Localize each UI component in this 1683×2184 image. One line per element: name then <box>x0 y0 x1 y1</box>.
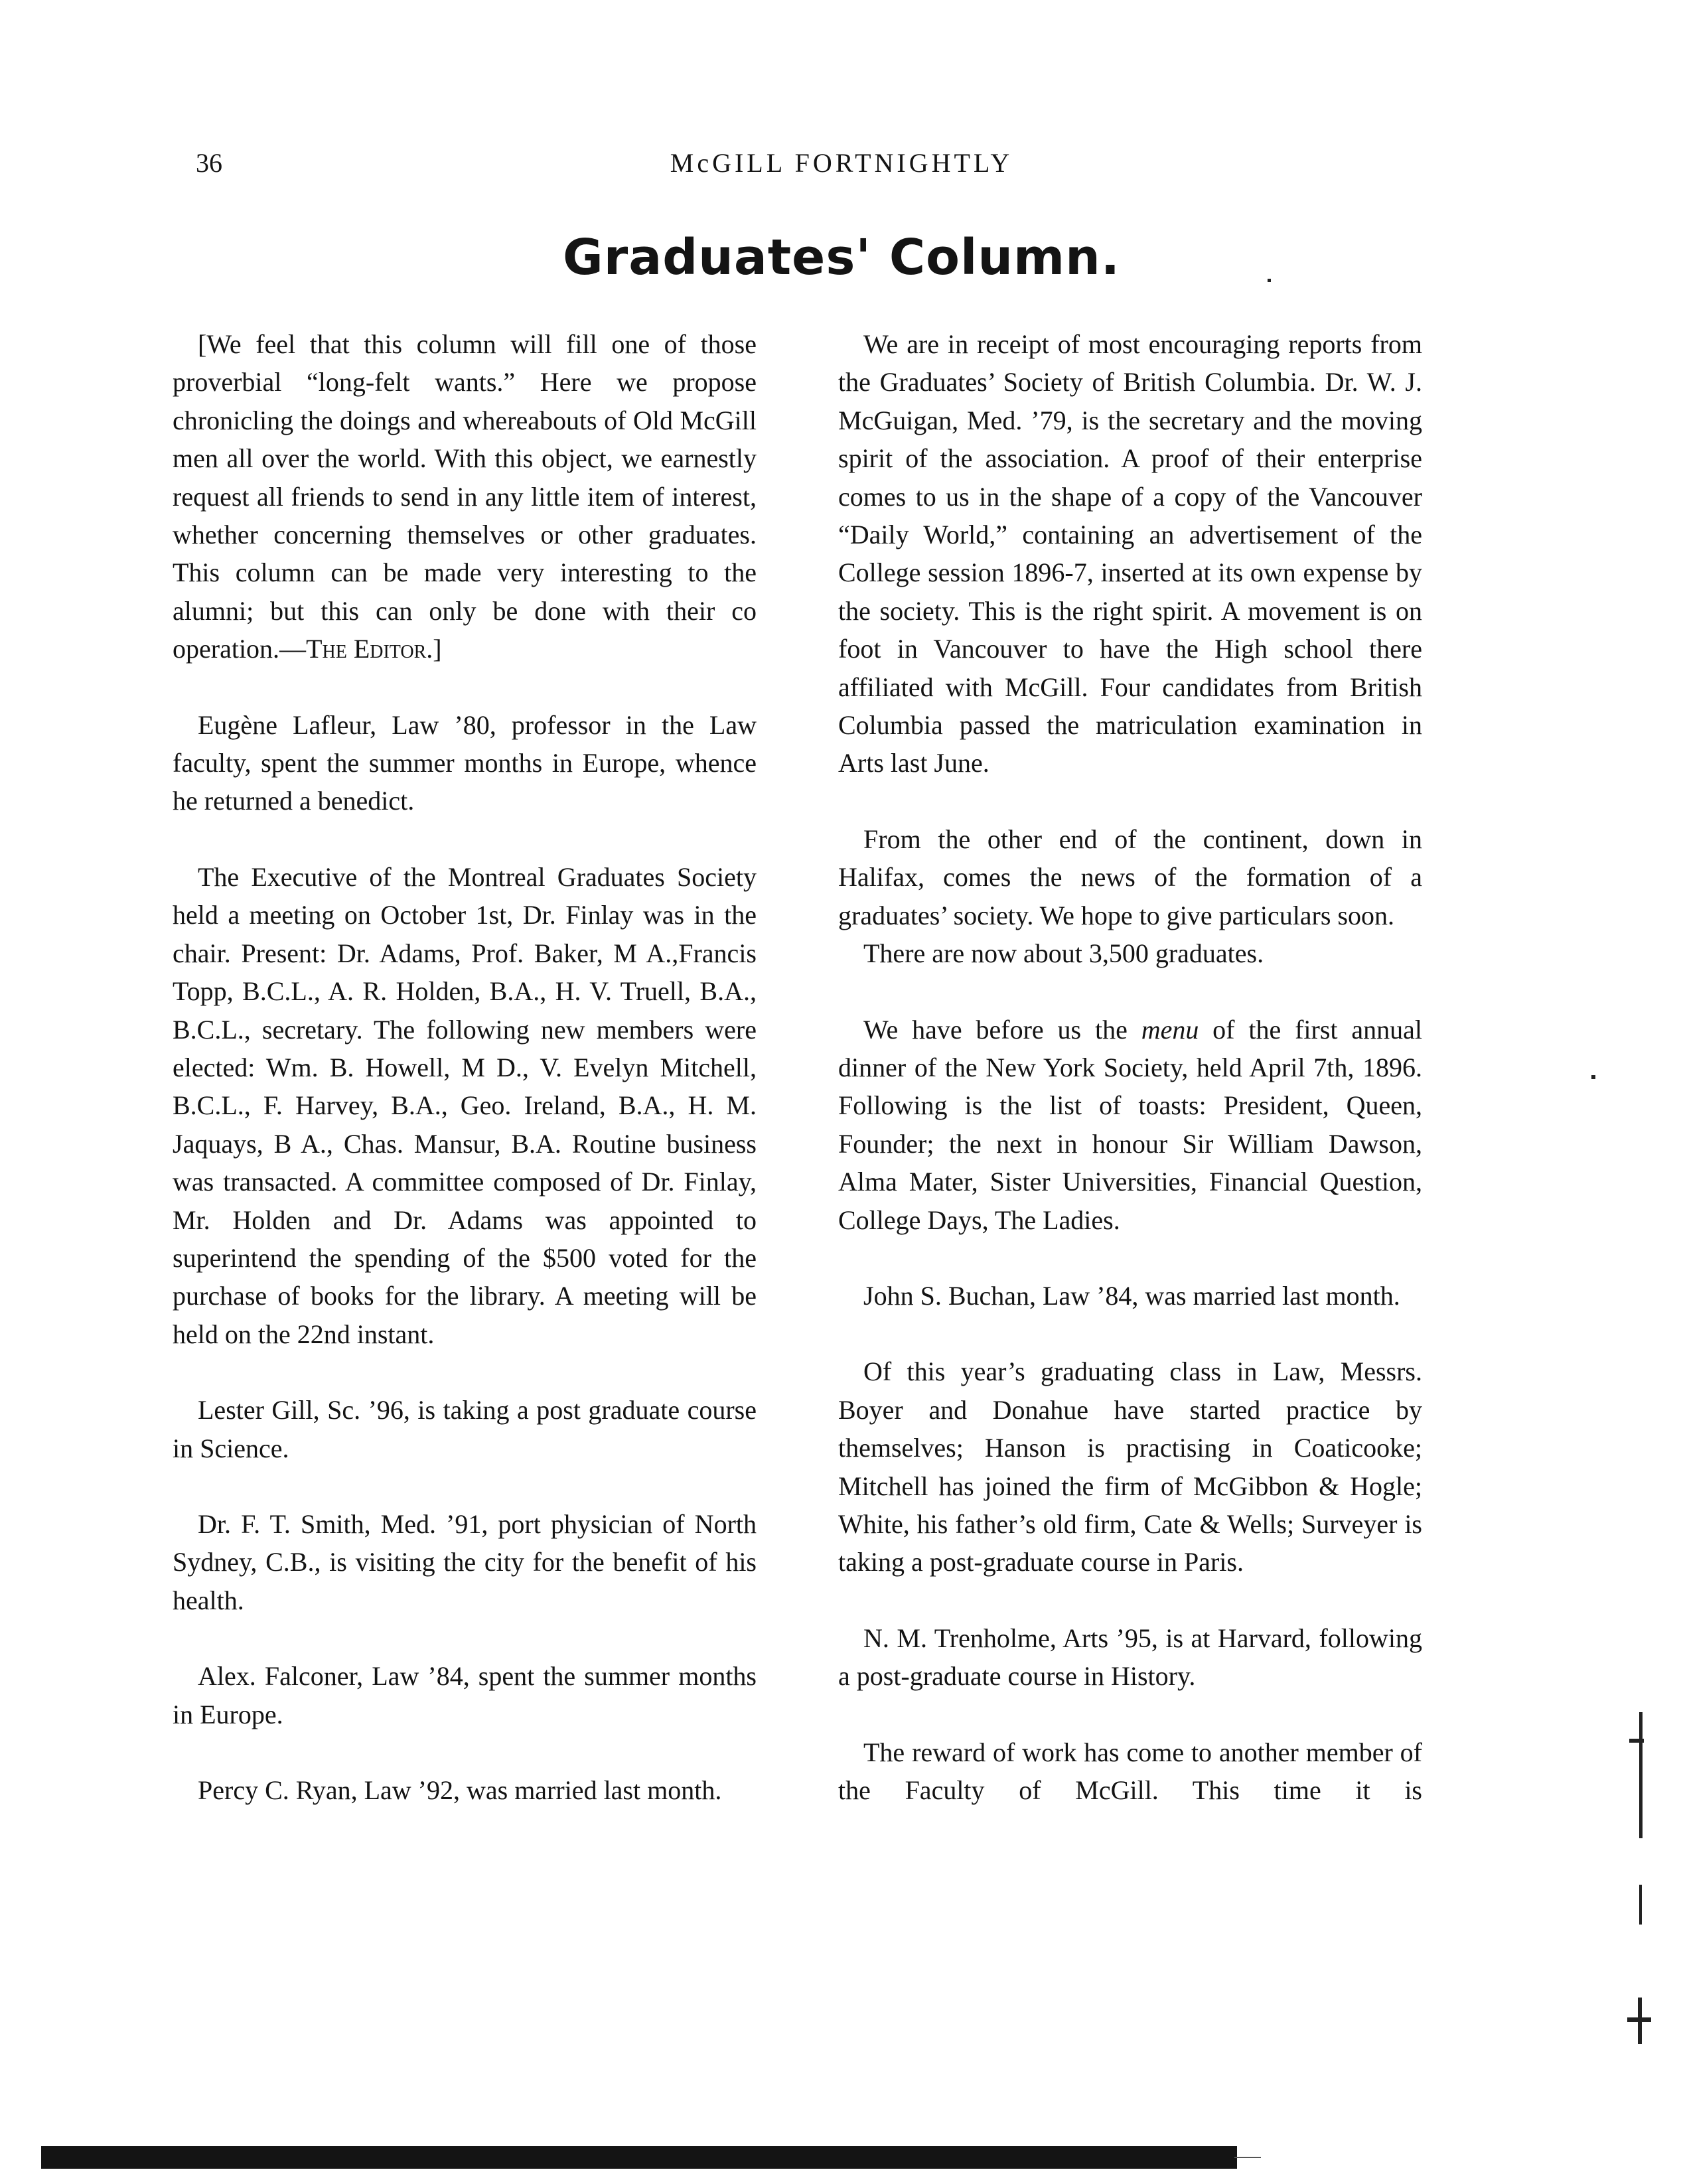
scan-bottom-bar <box>41 2146 1237 2169</box>
news-paragraph: Percy C. Ryan, Law ’92, was married last month. <box>198 1775 722 1805</box>
scan-speck <box>1268 279 1271 282</box>
scan-margin-mark <box>1627 2017 1651 2022</box>
paragraph-text: We have before us the <box>863 1014 1141 1045</box>
scan-margin-mark <box>1639 1712 1643 1838</box>
news-paragraph: There are now about 3,500 graduates. <box>863 938 1264 969</box>
page-number: 36 <box>196 148 222 178</box>
editor-note-paragraph <box>173 325 757 668</box>
paragraph-text: of the first annual dinner of the New York Society, held April 7th, 1896. Following is the list of toasts: President, Queen, Founder; the next in honour Sir William Dawson, Alma Mater, Sister Universities, Financial Question, College Days, The Ladies. <box>838 1014 1422 1235</box>
page-title: Graduates' Column. <box>563 229 1120 286</box>
running-head: McGILL FORTNIGHTLY <box>670 148 1013 178</box>
right-column <box>838 325 1422 1809</box>
news-paragraph: N. M. Trenholme, Arts ’95, is at Harvard, following a post-graduate course in History. <box>838 1623 1422 1692</box>
left-column <box>173 325 757 1809</box>
news-paragraph <box>838 1011 1422 1239</box>
news-paragraph: John S. Buchan, Law ’84, was married last month. <box>863 1280 1400 1311</box>
news-paragraph: The Executive of the Montreal Graduates Society held a meeting on October 1st, Dr. Finlay was in the chair. Present: Dr. Adams, Prof. Baker, M A.,Francis Topp, B.C.L., A. R. Holden, B.A., H. V. Truell, B.A., B.C.L., secretary. The following new members were elected: Wm. B. Howell, M D., V. Evelyn Mitchell, B.C.L., F. Harvey, B.A., Geo. Ireland, B.A., H. M. Jaquays, B A., Chas. Mansur, B.A. Routine business was transacted. A committee composed of Dr. Finlay, Mr. Holden and Dr. Adams was appointed to superintend the spending of the $500 voted for the purchase of books for the library. A meeting will be held on the 22nd instant. <box>173 861 757 1349</box>
scan-speck <box>1591 1075 1595 1079</box>
news-paragraph: Dr. F. T. Smith, Med. ’91, port physician of North Sydney, C.B., is visiting the city for the benefit of his health. <box>173 1508 757 1615</box>
paragraph-text: [We feel that this column will fill one of those proverbial “long-felt wants.” Here we propose chronicling the doings and whereabouts of Old McGill men all over the world. With this object, we earnestly request all friends to send in any little item of interest, whether concerning themselves or other graduates. This column can be made very interesting to the alumni; but this can only be done with their co operation.— <box>173 329 757 664</box>
editor-signature: The Editor.] <box>306 634 442 664</box>
news-paragraph: Alex. Falconer, Law ’84, spent the summer months in Europe. <box>173 1661 757 1729</box>
news-paragraph-continued: The reward of work has come to another member of the Faculty of McGill. This time it is <box>838 1737 1422 1805</box>
news-paragraph: From the other end of the continent, down in Halifax, comes the news of the formation of a graduates’ society. We hope to give particulars soon. <box>838 824 1422 930</box>
news-paragraph: Lester Gill, Sc. ’96, is taking a post graduate course in Science. <box>173 1395 757 1463</box>
menu-emphasis: menu <box>1141 1014 1199 1045</box>
scan-margin-mark <box>1639 1885 1642 1925</box>
scan-margin-mark <box>1629 1739 1644 1743</box>
news-paragraph: We are in receipt of most encouraging reports from the Graduates’ Society of British Columbia. Dr. W. J. McGuigan, Med. ’79, is the secretary and the moving spirit of the association. A proof of their enterprise comes to us in the shape of a copy of the Vancouver “Daily World,” containing an advertisement of the College session 1896-7, inserted at its own expense by the society. This is the right spirit. A movement is on foot in Vancouver to have the High school there affiliated with McGill. Four candidates from British Columbia passed the matriculation examination in Arts last June. <box>838 329 1422 778</box>
news-paragraph: Eugène Lafleur, Law ’80, professor in the Law faculty, spent the summer months in Europe, whence he returned a benedict. <box>173 709 757 816</box>
scan-bottom-tail <box>1234 2157 1261 2158</box>
news-paragraph: Of this year’s graduating class in Law, Messrs. Boyer and Donahue have started practice by themselves; Hanson is practising in Coaticooke; Mitchell has joined the firm of McGibbon & Hogle; White, his father’s old firm, Cate & Wells; Surveyer is taking a post-graduate course in Paris. <box>838 1356 1422 1577</box>
